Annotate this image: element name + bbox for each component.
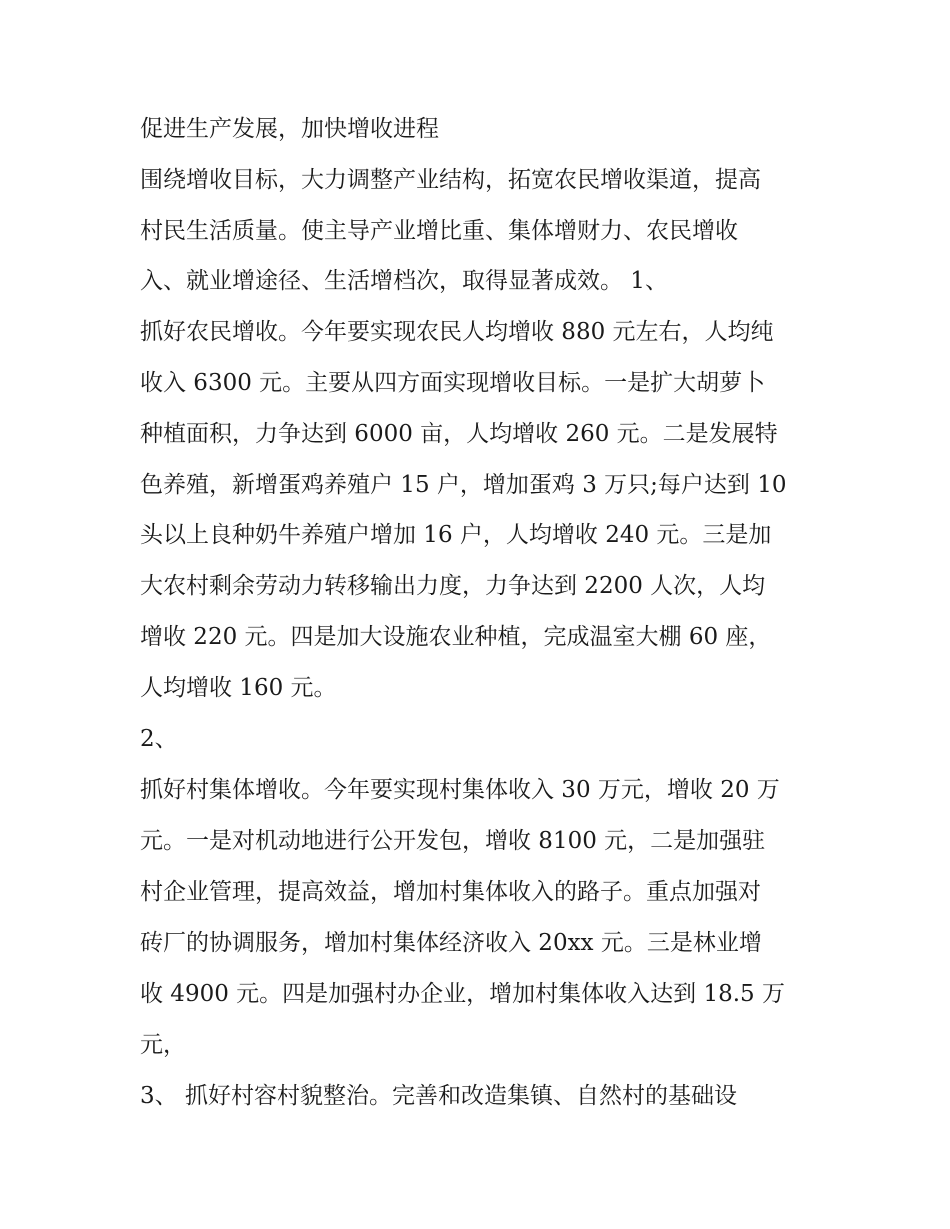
paragraph-line: 村企业管理，提高效益，增加村集体收入的路子。重点加强对 bbox=[140, 879, 761, 905]
paragraph-line: 收 4900 元。四是加强村办企业，增加村集体收入达到 18.5 万 bbox=[140, 981, 785, 1007]
paragraph-line: 色养殖，新增蛋鸡养殖户 15 户，增加蛋鸡 3 万只;每户达到 10 bbox=[140, 472, 787, 498]
paragraph-line: 人均增收 160 元。 bbox=[140, 675, 337, 701]
paragraph-line: 头以上良种奶牛养殖户增加 16 户，人均增收 240 元。三是加 bbox=[140, 522, 772, 548]
paragraph-line: 大农村剩余劳动力转移输出力度，力争达到 2200 人次，人均 bbox=[140, 573, 766, 599]
paragraph-line: 抓好村集体增收。今年要实现村集体收入 30 万元，增收 20 万 bbox=[140, 777, 780, 803]
paragraph-line: 3、 抓好村容村貌整治。完善和改造集镇、自然村的基础设 bbox=[140, 1083, 737, 1109]
paragraph-line: 村民生活质量。使主导产业增比重、集体增财力、农民增收 bbox=[140, 218, 738, 244]
paragraph-line: 元， bbox=[140, 1032, 186, 1058]
paragraph-line: 元。一是对机动地进行公开发包，增收 8100 元，二是加强驻 bbox=[140, 828, 766, 854]
paragraph-line: 围绕增收目标，大力调整产业结构，拓宽农民增收渠道，提高 bbox=[140, 167, 761, 193]
paragraph-line: 砖厂的协调服务，增加村集体经济收入 20xx 元。三是林业增 bbox=[140, 930, 762, 956]
paragraph-line: 抓好农民增收。今年要实现农民人均增收 880 元左右，人均纯 bbox=[140, 319, 774, 345]
heading-line: 促进生产发展，加快增收进程 bbox=[140, 116, 439, 142]
section-number: 2、 bbox=[140, 726, 178, 752]
paragraph-line: 种植面积，力争达到 6000 亩，人均增收 260 元。二是发展特 bbox=[140, 421, 778, 447]
paragraph-line: 增收 220 元。四是加大设施农业种植，完成温室大棚 60 座， bbox=[140, 624, 772, 650]
paragraph-line: 收入 6300 元。主要从四方面实现增收目标。一是扩大胡萝卜 bbox=[140, 370, 766, 396]
paragraph-line: 入、就业增途径、生活增档次，取得显著成效。 1、 bbox=[140, 268, 668, 294]
